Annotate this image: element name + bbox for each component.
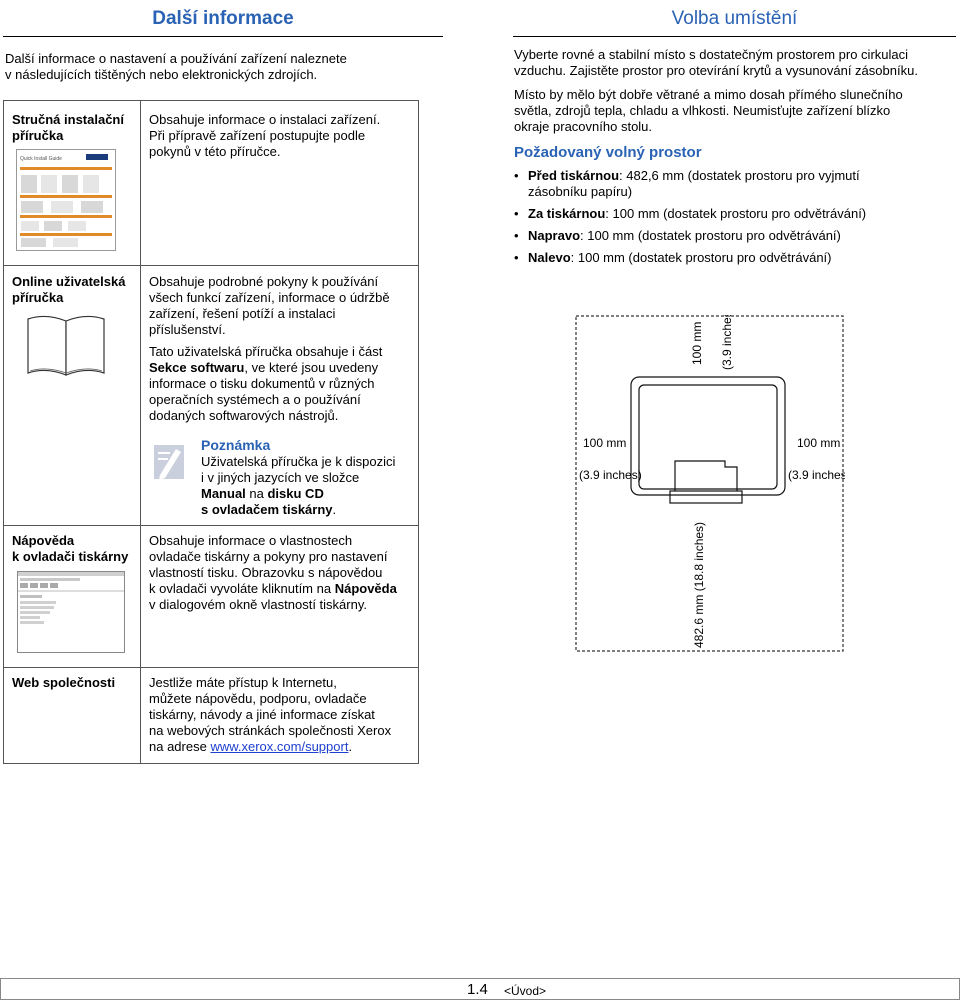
note-box: Poznámka Uživatelská příručka je k dispozici i v jiných jazycích ve složce Manual na disku CD s ovladačem tiskárny. <box>201 437 416 518</box>
left-title-rule <box>3 36 443 37</box>
required-space-subtitle: Požadovaný volný prostor <box>514 144 702 161</box>
list-item: • Napravo: 100 mm (dostatek prostoru pro odvětrávání) <box>514 228 954 244</box>
left-intro <box>5 51 435 83</box>
note-icon <box>150 441 188 487</box>
table-row-divider <box>4 265 418 266</box>
placement-text: Vyberte rovné a stabilní místo s dostatečným prostorem pro cirkulaci vzduchu. Zajistěte prostor pro otevírání krytů a vysunování zásobníku. Místo by mělo být dobře větrané a mimo dosah přímého slunečního světla, zdrojů tepla, chladu a vlhkosti. Neumisťujte zařízení blízko okraje pracovního stolu. Požadovaný volný prostor • Před tiskárnou: 482,6 mm (dostatek prostoru pro vyjmutí zásobníku papíru) • Za tiskárnou: 100 mm (dostatek prostoru pro odvětrávání) • Napravo: 100 mm (dostatek prostoru pro odvětrávání) • Nalevo: 100 mm (dostatek prostoru pro odvětrávání) <box>514 47 954 272</box>
front-clearance: 482.6 mm (18.8 inches) <box>692 521 706 648</box>
row-label-quick-guide: Stručná instalační příručka <box>12 112 124 143</box>
list-item: • Před tiskárnou: 482,6 mm (dostatek prostoru pro vyjmutí zásobníku papíru) <box>514 168 954 200</box>
row-text-driver-help: Obsahuje informace o vlastnostech ovladače tiskárny a pokyny pro nastavení vlastností tisku. Obrazovku s nápovědou k ovladači vyvoláte kliknutím na Nápověda v dialogovém okně vlastností tiskárny. <box>149 533 397 612</box>
help-window-thumbnail <box>17 571 125 657</box>
page-footer <box>0 978 960 1000</box>
table-column-divider <box>140 101 141 763</box>
right-clearance-inches: (3.9 inches) <box>788 468 845 482</box>
right-clearance-mm: 100 mm <box>797 436 841 450</box>
thumbnail-title: Quick Install Guide <box>20 156 62 162</box>
row-label-website: Web společnosti <box>12 675 116 690</box>
page-number: 1.4 <box>467 981 488 998</box>
left-section-title: Další informace <box>152 8 294 29</box>
quick-guide-thumbnail <box>16 149 116 255</box>
left-clearance-inches: (3.9 inches) <box>579 468 642 482</box>
row-text-quick-guide: Obsahuje informace o instalaci zařízení. Při přípravě zařízení postupujte podle pokynů v této příručce. <box>149 112 381 159</box>
printer-outline <box>631 377 785 503</box>
table-row-divider <box>4 667 418 668</box>
intro-line-1: Další informace o nastavení a používání zařízení naleznete <box>5 51 347 66</box>
row-label-online-guide: Online uživatelská příručka <box>12 274 126 305</box>
right-section-title: Volba umístění <box>671 8 798 29</box>
book-icon <box>24 311 108 385</box>
section-name: <Úvod> <box>504 984 547 998</box>
list-item: • Za tiskárnou: 100 mm (dostatek prostoru pro odvětrávání) <box>514 206 954 222</box>
note-title: Poznámka <box>201 437 271 453</box>
row-label-driver-help: Nápověda k ovladači tiskárny <box>12 533 129 564</box>
top-clearance-mm: 100 mm <box>690 321 704 365</box>
table-row-divider <box>4 525 418 526</box>
resources-table <box>3 100 419 764</box>
clearance-diagram <box>575 315 845 659</box>
software-section-term: Sekce softwaru <box>149 360 245 375</box>
row-text-online-guide: Obsahuje podrobné pokyny k používání všech funkcí zařízení, informace o údržbě zařízení, řešení potíží a instalaci příslušenství. Tato uživatelská příručka obsahuje i část Sekce softwaru, ve které jsou uvedeny informace o tisku dokumentů v různých operačních systémech a o používání dodaných softwarových nástrojů. <box>149 274 390 423</box>
clearance-list <box>514 168 954 266</box>
list-item: • Nalevo: 100 mm (dostatek prostoru pro odvětrávání) <box>514 250 954 266</box>
xerox-support-link[interactable]: www.xerox.com/support <box>210 739 349 754</box>
right-title-rule <box>513 36 956 37</box>
row-text-website: Jestliže máte přístup k Internetu, můžete nápovědu, podporu, ovladače tiskárny, návody a jiné informace získat na webových stránkách společnosti Xerox na adrese www.xerox.com/support. <box>149 675 392 754</box>
top-clearance-inches: (3.9 inches) <box>720 315 734 370</box>
left-clearance-mm: 100 mm <box>583 436 627 450</box>
help-button-term: Nápověda <box>334 581 397 596</box>
intro-line-2: v následujících tištěných nebo elektronických zdrojích. <box>5 67 318 82</box>
